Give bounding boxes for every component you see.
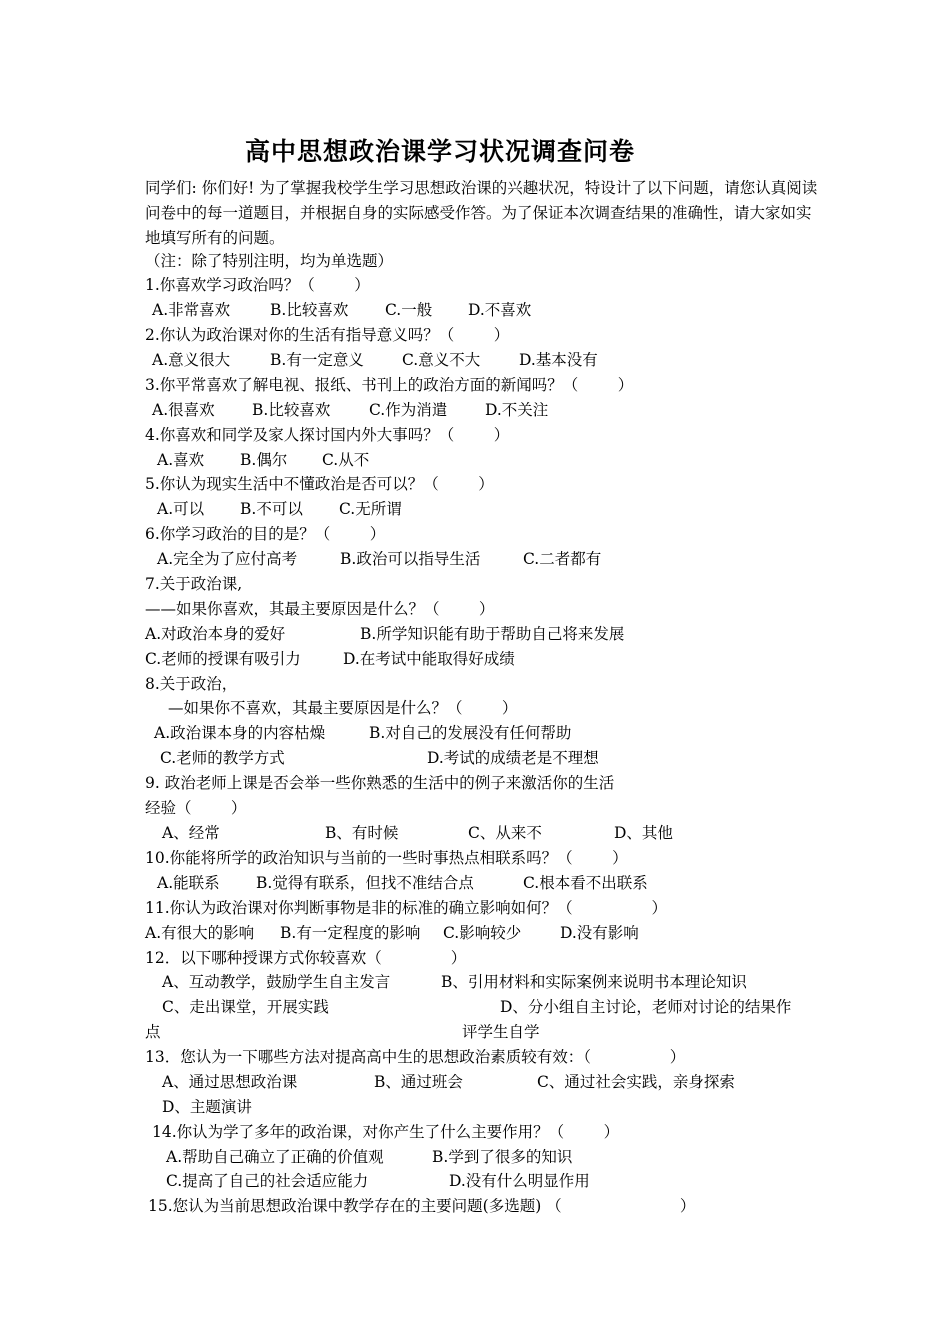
question-14: 14.你认为学了多年的政治课，对你产生了什么主要作用？（ ）	[152, 1123, 620, 1141]
question-11: 11.你认为政治课对你判断事物是非的标准的确立影响如何？（ ）	[145, 899, 667, 917]
q7-option-c: C.老师的授课有吸引力	[145, 650, 301, 668]
q4-option-b: B.偶尔	[240, 451, 288, 469]
q10-option-b: B.觉得有联系，但找不准结合点	[256, 874, 474, 892]
q7-option-b: B.所学知识能有助于帮助自己将来发展	[360, 625, 625, 643]
q13-option-a: A、通过思想政治课	[162, 1073, 298, 1091]
q2-option-a: A.意义很大	[152, 351, 231, 369]
q10-option-c: C.根本看不出联系	[523, 874, 648, 892]
q4-option-c: C.从不	[322, 451, 370, 469]
q12-option-c: C、走出课堂，开展实践	[162, 998, 329, 1016]
question-6: 6.你学习政治的目的是？（ ）	[145, 525, 386, 543]
question-13: 13．您认为一下哪些方法对提高高中生的思想政治素质较有效：（ ）	[145, 1048, 686, 1066]
q6-option-a: A.完全为了应付高考	[157, 550, 298, 568]
q6-option-b: B.政治可以指导生活	[340, 550, 481, 568]
q11-option-a: A.有很大的影响	[145, 924, 255, 942]
question-4: 4.你喜欢和同学及家人探讨国内外大事吗？（ ）	[145, 426, 510, 444]
question-9: 9. 政治老师上课是否会举一些你熟悉的生活中的例子来激活你的生活	[145, 774, 615, 792]
q13-option-d: D、主题演讲	[162, 1098, 252, 1116]
q2-option-b: B.有一定意义	[270, 351, 364, 369]
q1-option-b: B.比较喜欢	[270, 301, 349, 319]
question-8-sub: —如果你不喜欢，其最主要原因是什么？（ ）	[168, 699, 518, 717]
q2-option-c: C.意义不大	[402, 351, 481, 369]
q8-option-c: C.老师的教学方式	[160, 749, 285, 767]
q3-option-d: D.不关注	[485, 401, 549, 419]
q3-option-c: C.作为消遣	[369, 401, 448, 419]
q13-option-b: B、通过班会	[374, 1073, 463, 1091]
q8-option-b: B.对自己的发展没有任何帮助	[369, 724, 572, 742]
q9-option-c: C、从来不	[468, 824, 542, 842]
q9-option-d: D、其他	[614, 824, 673, 842]
question-7-sub: ——如果你喜欢，其最主要原因是什么？（ ）	[145, 600, 495, 618]
intro-paragraph: 同学们: 你们好! 为了掌握我校学生学习思想政治课的兴趣状况，特设计了以下问题，请您认真阅读问卷中的每一道题目，并根据自身的实际感受作答。为了保证本次调查结果的准确性，请大家如实地填写所有的问题。	[145, 179, 818, 247]
q11-option-b: B.有一定程度的影响	[280, 924, 421, 942]
q5-option-c: C.无所谓	[339, 500, 402, 518]
question-5: 5.你认为现实生活中不懂政治是否可以？（ ）	[145, 475, 494, 493]
q6-option-c: C.二者都有	[523, 550, 602, 568]
q13-option-c: C、通过社会实践，亲身探索	[537, 1073, 735, 1091]
q1-option-c: C.一般	[385, 301, 433, 319]
q8-option-d: D.考试的成绩老是不理想	[427, 749, 599, 767]
question-10: 10.你能将所学的政治知识与当前的一些时事热点相联系吗？（ ）	[145, 849, 628, 867]
q14-option-a: A.帮助自己确立了正确的价值观	[166, 1148, 384, 1166]
page-title: 高中思想政治课学习状况调查问卷	[244, 137, 635, 166]
q12-option-d: D、分小组自主讨论，老师对讨论的结果作	[500, 998, 792, 1016]
q12-option-b: B、引用材料和实际案例来说明书本理论知识	[441, 973, 747, 991]
q14-option-d: D.没有什么明显作用	[449, 1172, 590, 1190]
question-15: 15.您认为当前思想政治课中教学存在的主要问题(多选题) （ ）	[148, 1197, 696, 1215]
q4-option-a: A.喜欢	[157, 451, 205, 469]
question-2: 2.你认为政治课对你的生活有指导意义吗？（ ）	[145, 326, 510, 344]
q3-option-b: B.比较喜欢	[252, 401, 331, 419]
q2-option-d: D.基本没有	[519, 351, 598, 369]
q14-option-b: B.学到了很多的知识	[432, 1148, 573, 1166]
note: （注：除了特别注明，均为单选题）	[145, 252, 394, 270]
question-8: 8.关于政治，	[145, 675, 238, 693]
q5-option-b: B.不可以	[240, 500, 303, 518]
question-9-cont: 经验（ ）	[145, 799, 247, 817]
q9-option-b: B、有时候	[325, 824, 399, 842]
question-1: 1.你喜欢学习政治吗？（ ）	[145, 276, 370, 294]
q7-option-a: A.对政治本身的爱好	[145, 625, 286, 643]
q10-option-a: A.能联系	[157, 874, 220, 892]
question-12: 12．以下哪种授课方式你较喜欢（ ）	[145, 949, 467, 967]
q1-option-d: D.不喜欢	[468, 301, 532, 319]
q1-option-a: A.非常喜欢	[152, 301, 231, 319]
q3-option-a: A.很喜欢	[152, 401, 215, 419]
q11-option-d: D.没有影响	[560, 924, 639, 942]
q14-option-c: C.提高了自己的社会适应能力	[166, 1172, 369, 1190]
q8-option-a: A.政治课本身的内容枯燥	[154, 724, 326, 742]
question-3: 3.你平常喜欢了解电视、报纸、书刊上的政治方面的新闻吗？（ ）	[145, 376, 634, 394]
q7-option-d: D.在考试中能取得好成绩	[343, 650, 515, 668]
question-7: 7.关于政治课,	[145, 575, 243, 593]
q12-option-d-tail-2: 评学生自学	[462, 1023, 540, 1041]
q5-option-a: A.可以	[157, 500, 205, 518]
q9-option-a: A、经常	[162, 824, 220, 842]
q12-option-d-tail-1: 点	[145, 1023, 161, 1041]
q11-option-c: C.影响较少	[443, 924, 522, 942]
q12-option-a: A、互动教学，鼓励学生自主发言	[162, 973, 391, 991]
